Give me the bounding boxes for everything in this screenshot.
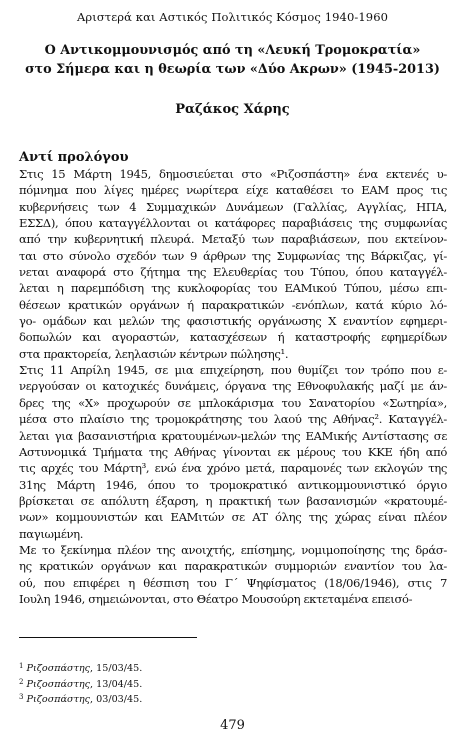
body-line: θέσεων κρατικών οργάνων ή παρακρατικών -ενόπλων, κατά κύριο λό-: [19, 297, 447, 312]
footnote-marker: 3: [19, 693, 24, 702]
body-line: πόμνημα που λίγες ημέρες νωρίτερα είχε καταθέσει το ΕΑΜ προς τις: [19, 183, 447, 198]
body-line: Ιουλη 1946, σημειώνονται, στο Θέατρο Μουσούρη εκτεταμένα επεισό-: [19, 591, 413, 606]
body-line: τις αρχές του Μάρτη³, ενώ ένα χρόνο μετά, παραμονές των εκλογών της: [19, 461, 447, 476]
body-line: 31ης Μάρτη 1946, όπου το τρομοκρατικό αντικομμουνιστικό όργιο: [19, 477, 447, 492]
body-line: γο- ομάδων και μελών της φασιστικής οργάνωσης Χ εναντίον εφημερι-: [19, 314, 447, 329]
body-line: ται στο σύνολο σχεδόν των 9 άρθρων της Συμφωνίας της Βάρκιζας, γί-: [19, 248, 447, 263]
body-line: Στις 15 Μάρτη 1945, δημοσιεύεται στο «Ριζοσπάστη» ένα εκτενές υ-: [19, 167, 447, 181]
body-line: από την κυβερνητική πλευρά. Μεταξύ των παραβιάσεων, που εκτείνον-: [19, 232, 447, 247]
body-line: ης κρατικών οργάνων και παρακρατικών συμμοριών εναντίον του λα-: [19, 559, 447, 574]
footnote-source: Ριζοσπάστης: [23, 663, 91, 674]
footnote-date: , 15/03/45.: [90, 663, 143, 674]
body-text: [19, 166, 447, 607]
body-line: νεται αναφορά στο ζήτημα της Ελευθερίας του Τύπου, όπου καταγγέλ-: [19, 265, 447, 280]
body-line: νων» κομμουνιστών και ΕΑΜιτών σε ΑΤ όλης της χώρας είναι πλέον: [19, 510, 447, 525]
body-line: ΕΣΣΔ), όπου καταγγέλλονται οι κατάφορες παραβιάσεις της συμφωνίας: [19, 216, 447, 231]
body-line: κυβερνήσεις των 4 Συμμαχικών Δυνάμεων (Γαλλίας, Αγγλίας, ΗΠΑ,: [19, 199, 447, 214]
footnote-source: Ριζοσπάστης: [23, 694, 91, 706]
title-line: Ο Αντικομμουνισμός από τη «Λευκή Τρομοκρατία»: [44, 43, 421, 58]
footnote-date: , 03/03/45.: [90, 694, 143, 706]
body-line: λεται για βασανιστήρια κρατουμένων-μελών της ΕΑΜικής Αντίστασης σε: [19, 428, 447, 443]
body-line: βρίσκεται σε απόλυτη έξαρση, η πρακτική των βασανισμών «κρατουμέ-: [19, 493, 447, 508]
title-line: στο Σήμερα και η θεωρία των «Δύο Ακρων» (1945-2013): [25, 62, 440, 77]
body-line: στα πρακτορεία, λεηλασιών κέντρων πώλησης¹.: [19, 346, 289, 361]
footnote-source: Ριζοσπάστης: [23, 678, 91, 690]
page-number: 479: [220, 718, 245, 733]
footnote-divider: [19, 637, 197, 638]
body-line: δοπωλών και αγοραστών, κατασχέσεων ή καταστροφής εφημερίδων: [19, 330, 447, 345]
footnote: [19, 660, 142, 676]
footnote-marker: 1: [19, 662, 24, 670]
footnote-date: , 13/04/45.: [90, 678, 143, 690]
author-name: Ραζάκος Χάρης: [175, 102, 290, 117]
footnote: [19, 676, 142, 692]
footnotes: [19, 660, 142, 707]
body-line: λεται η παρεμπόδιση της κυκλοφορίας του ΕΑΜικού Τύπου, μέσω επι-: [19, 281, 447, 296]
body-line: ού, που επιφέρει η θέσπιση του Γ΄ Ψηφίσματος (18/06/1946), στις 7: [19, 575, 447, 590]
body-line: παγιωμένη.: [19, 526, 84, 541]
footnote-marker: 2: [19, 677, 24, 686]
section-heading: Αντί προλόγου: [19, 150, 129, 165]
article-title: [0, 41, 465, 79]
body-line: Με το ξεκίνημα πλέον της ανοιχτής, επίσημης, νομιμοποίησης της δράσ-: [19, 542, 447, 557]
body-line: νεργούσαν οι κατοχικές δυνάμεις, όργανα της Εθνοφυλακής μαζί με άν-: [19, 379, 447, 394]
running-head: Αριστερά και Αστικός Πολιτικός Κόσμος 1940-1960: [76, 10, 389, 24]
body-line: Στις 11 Απρίλη 1945, σε μια επιχείρηση, που θυμίζει τον τρόπο που ε-: [19, 363, 447, 378]
body-line: Αστυνομικά Τμήματα της Αθήνας γίνονται εκ μέρους του ΚΚΕ ήδη από: [19, 444, 447, 459]
body-line: μέσα στο πλαίσιο της τρομοκράτησης του λαού της Αθήνας². Καταγγέλ-: [19, 412, 447, 427]
footnote: [19, 691, 142, 707]
body-line: δρες της «Χ» προχωρούν σε μπλοκάρισμα του Σανατορίου «Σωτηρία»,: [19, 395, 447, 410]
